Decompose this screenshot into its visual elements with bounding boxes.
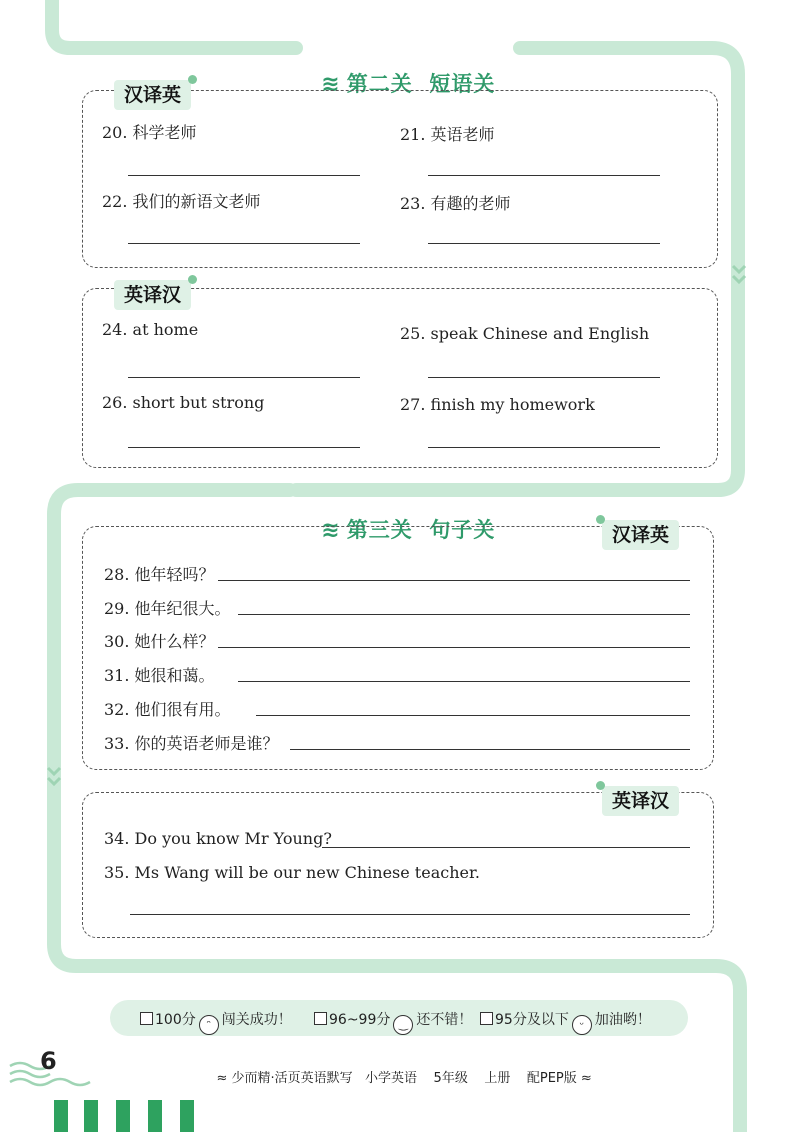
question-21: 21. 英语老师 bbox=[400, 125, 495, 144]
page-number: 6 bbox=[40, 1047, 57, 1075]
answer-line-34[interactable] bbox=[322, 847, 690, 848]
answer-line-20[interactable] bbox=[128, 175, 360, 176]
checkbox[interactable] bbox=[480, 1012, 493, 1025]
question-26: 26. short but strong bbox=[102, 393, 265, 412]
answer-line-31[interactable] bbox=[238, 681, 690, 682]
section-3-title: ≋ 第三关 句子关 bbox=[321, 518, 496, 543]
answer-line-32[interactable] bbox=[256, 715, 690, 716]
question-32: 32. 他们很有用。 bbox=[104, 700, 231, 719]
answer-line-35[interactable] bbox=[130, 914, 690, 915]
answer-line-27[interactable] bbox=[428, 447, 660, 448]
section-2-block-1-tag: 汉译英 bbox=[114, 80, 191, 110]
section-3-block-1-tag: 汉译英 bbox=[602, 520, 679, 550]
answer-line-23[interactable] bbox=[428, 243, 660, 244]
answer-line-24[interactable] bbox=[128, 377, 360, 378]
decorative-stripe bbox=[148, 1100, 162, 1132]
section-2-block-1 bbox=[82, 90, 718, 268]
question-23: 23. 有趣的老师 bbox=[400, 194, 511, 213]
answer-line-26[interactable] bbox=[128, 447, 360, 448]
answer-line-30[interactable] bbox=[218, 647, 690, 648]
wave-icon: ≈ bbox=[216, 1071, 232, 1086]
footer: ≈ 少而精·活页英语默写 小学英语 5年级 上册 配PEP版 ≈ bbox=[216, 1071, 592, 1086]
score-bar bbox=[110, 1000, 688, 1036]
section-3-block-2-tag: 英译汉 bbox=[602, 786, 679, 816]
checkbox[interactable] bbox=[140, 1012, 153, 1025]
checkbox[interactable] bbox=[314, 1012, 327, 1025]
question-29: 29. 他年纪很大。 bbox=[104, 599, 231, 618]
question-34: 34. Do you know Mr Young? bbox=[104, 829, 332, 848]
score-item-96-99: 96~99分 ‿ 还不错！ bbox=[314, 1009, 472, 1035]
decorative-stripe bbox=[54, 1100, 68, 1132]
question-31: 31. 她很和蔼。 bbox=[104, 666, 215, 685]
section-2-block-2-tag: 英译汉 bbox=[114, 280, 191, 310]
decorative-stripe bbox=[116, 1100, 130, 1132]
decorative-stripe bbox=[84, 1100, 98, 1132]
question-25: 25. speak Chinese and English bbox=[400, 324, 650, 343]
question-20: 20. 科学老师 bbox=[102, 123, 197, 142]
score-item-100: 100分 ᵔ 闯关成功！ bbox=[140, 1009, 292, 1035]
question-30: 30. 她什么样？ bbox=[104, 632, 215, 651]
happy-face-icon: ᵔ bbox=[199, 1015, 219, 1035]
answer-line-22[interactable] bbox=[128, 243, 360, 244]
answer-line-29[interactable] bbox=[238, 614, 690, 615]
question-33: 33. 你的英语老师是谁？ bbox=[104, 734, 279, 753]
answer-line-28[interactable] bbox=[218, 580, 690, 581]
section-2-block-2 bbox=[82, 288, 718, 468]
wave-icon: ≈ bbox=[576, 1071, 592, 1086]
answer-line-21[interactable] bbox=[428, 175, 660, 176]
cheer-face-icon: ᵕ bbox=[572, 1015, 592, 1035]
smile-face-icon: ‿ bbox=[393, 1015, 413, 1035]
question-35: 35. Ms Wang will be our new Chinese teacher. bbox=[104, 863, 480, 882]
question-27: 27. finish my homework bbox=[400, 395, 595, 414]
score-item-95: 95分及以下 ᵕ 加油哟！ bbox=[480, 1009, 651, 1035]
answer-line-33[interactable] bbox=[290, 749, 690, 750]
answer-line-25[interactable] bbox=[428, 377, 660, 378]
wave-icon: ≋ bbox=[321, 518, 341, 543]
question-24: 24. at home bbox=[102, 320, 199, 339]
question-28: 28. 他年轻吗？ bbox=[104, 565, 215, 584]
wave-icon: ≋ bbox=[321, 72, 341, 97]
section-2-title: ≋ 第二关 短语关 bbox=[321, 72, 496, 97]
question-22: 22. 我们的新语文老师 bbox=[102, 192, 261, 211]
decorative-stripe bbox=[180, 1100, 194, 1132]
